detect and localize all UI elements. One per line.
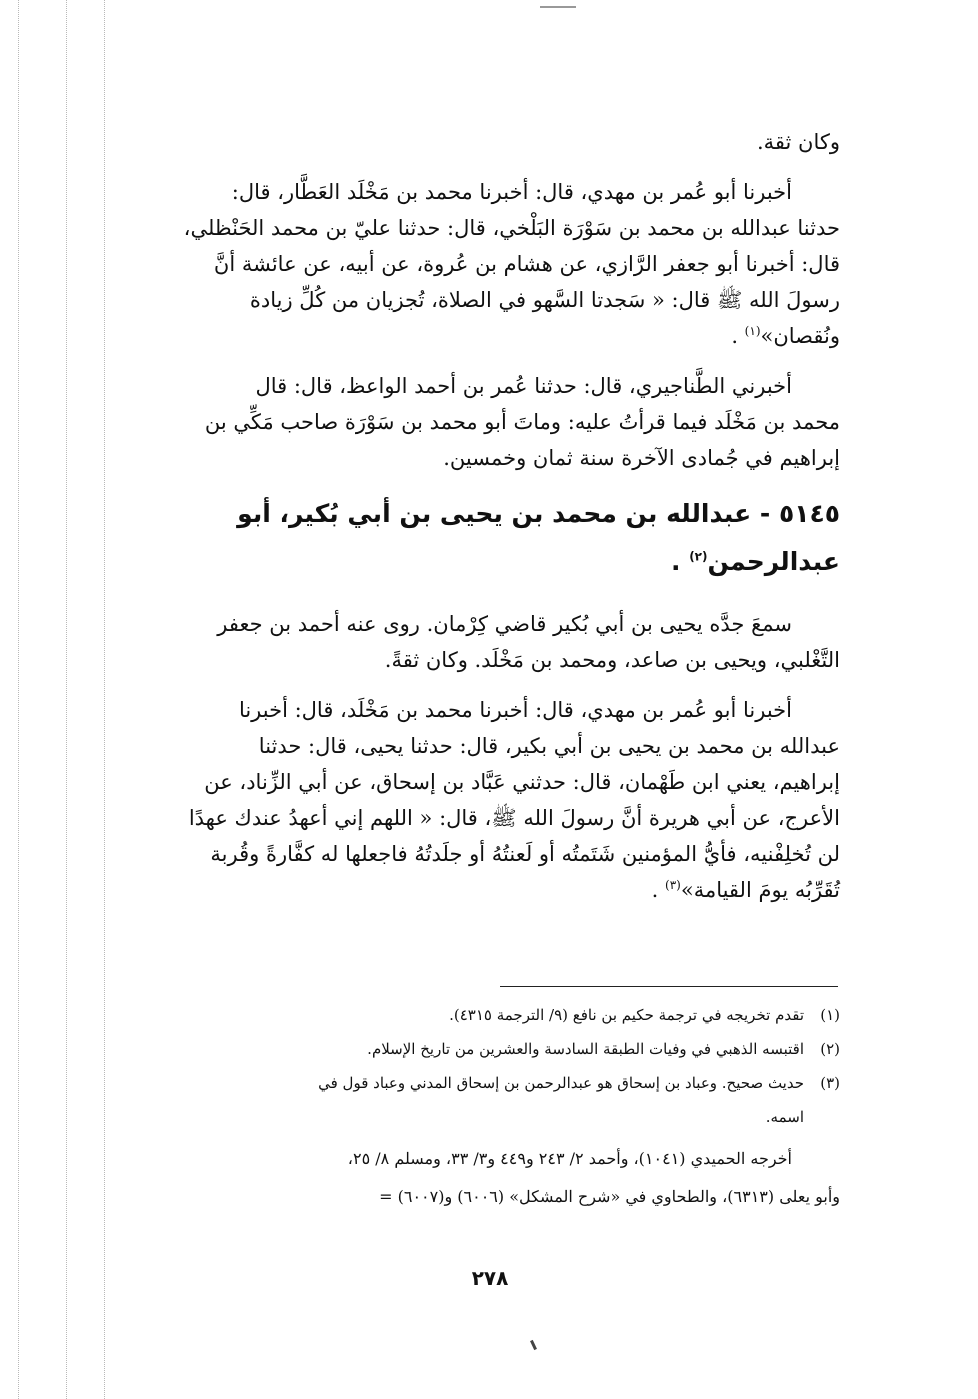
text-segment: تُقَرِّبُه يومَ القيامة»: [680, 878, 840, 902]
footnote-number: (٣): [820, 1074, 840, 1092]
footnote-continuation: اسمه.: [765, 1108, 804, 1126]
text-line: وكان ثقة.: [756, 130, 840, 154]
text-segment: ونُقصان»: [760, 324, 840, 348]
footnotes: [140, 998, 840, 1216]
text-line: محمد بن مَخْلَد فيما قرأتُ عليه: وماتَ أبو محمد بن سَوْرَة صاحب مَكِّي بن: [204, 410, 840, 434]
text-line: سمعَ جدَّه يحيى بن أبي بُكير قاضي كِرْمان. روى عنه أحمد بن جعفر: [217, 612, 792, 636]
text-line: [140, 318, 840, 354]
text-line: لن تُخلِفْنيه، فأيُّ المؤمنين شَتَمتُه أو لَعنتُهُ أو جلَدتُهُ فاجعلها له كفَّارةً وقُربة: [210, 842, 840, 866]
main-text: [140, 124, 840, 922]
text-segment: .: [651, 878, 666, 902]
footnote-references: [140, 1140, 840, 1216]
top-scan-mark: [540, 6, 576, 8]
footnote-text: حديث صحيح. وعباد بن إسحاق هو عبدالرحمن بن إسحاق المدني وعباد قول في: [318, 1074, 804, 1092]
paragraph-hadith-1: [140, 174, 840, 354]
text-line: حدثنا عبدالله بن محمد بن سَوْرَة البَلْخي، قال: حدثنا عليّ بن محمد الحَنْظلي،: [183, 216, 840, 240]
paragraph-hadith-2: [140, 692, 840, 908]
text-segment: عبدالرحمن: [707, 547, 840, 576]
text-line: التَّغْلبي، ويحيى بن صاعد، ومحمد بن مَخْلَد. وكان ثقةً.: [384, 648, 840, 672]
footnote: [140, 998, 840, 1032]
entry-heading: [140, 490, 840, 586]
paragraph-biography: [140, 606, 840, 678]
text-line: إبراهيم، يعني ابن طَهْمان، قال: حدثني عَبَّاد بن إسحاق، عن أبي الزِّناد، عن: [204, 770, 840, 794]
footnote-ref[interactable]: (٢): [689, 549, 708, 564]
text-line: أخبرنا أبو عُمر بن مهدي، قال: أخبرنا محمد بن مَخْلَد العَطَّار، قال:: [231, 180, 792, 204]
heading-line: [140, 538, 840, 586]
page-number: ٢٧٨: [471, 1266, 509, 1290]
binding-dotted-line: [66, 0, 67, 1399]
text-line: قال: أخبرنا أبو جعفر الرَّازي، عن هشام بن عُروة، عن أبيه، عن عائشة أنَّ: [213, 252, 840, 276]
text-segment: .: [731, 324, 745, 348]
heading-line: ٥١٤٥ - عبدالله بن محمد بن يحيى بن أبي بُكير، أبو: [237, 499, 840, 528]
footnote-number: (١): [820, 1006, 840, 1024]
text-line: إبراهيم في جُمادى الآخرة سنة ثمان وخمسين.: [443, 446, 840, 470]
text-line: أخبرنا أبو عُمر بن مهدي، قال: أخبرنا محمد بن مَخْلَد، قال: أخبرنا: [238, 698, 792, 722]
binding-dotted-line: [104, 0, 105, 1399]
footnote-ref[interactable]: (٣): [665, 878, 681, 892]
paragraph-death-date: [140, 368, 840, 476]
reference-line: أخرجه الحميدي (١٠٤١)، وأحمد ٢/ ٢٤٣ و٤٤٩ و٣/ ٣٣، ومسلم ٨/ ٢٥،: [347, 1149, 792, 1168]
text-segment: .: [670, 547, 690, 576]
text-line: الأعرج، عن أبي هريرة أنَّ رسولَ الله ﷺ، قال: « اللهم إني أعهدُ عندك عهدًا: [188, 806, 840, 830]
footnote-text: تقدم تخريجه في ترجمة حكيم بن نافع (٩/ الترجمة ٤٣١٥).: [449, 1006, 804, 1024]
text-line: عبدالله بن محمد بن يحيى بن أبي بكير، قال: حدثنا يحيى، قال: حدثنا: [258, 734, 840, 758]
footnote-text: اقتبسه الذهبي في وفيات الطبقة السادسة والعشرين من تاريخ الإسلام.: [367, 1040, 804, 1058]
binding-dotted-line: [18, 0, 19, 1399]
footnote-number: (٢): [820, 1040, 840, 1058]
reference-line: وأبو يعلى (٦٣١٣)، والطحاوي في «شرح المشكل» (٦٠٠٦) و(٦٠٠٧) =: [379, 1187, 840, 1206]
footnote-divider: [500, 986, 838, 987]
text-line: رسولَ الله ﷺ قال: « سَجدتا السَّهو في الصلاة، تُجزيان من كُلِّ زيادة: [249, 288, 840, 312]
paragraph-closing: [140, 124, 840, 160]
footnote-ref[interactable]: (١): [744, 324, 761, 338]
scan-mark: [530, 1340, 537, 1350]
footnote: [140, 1032, 840, 1066]
text-line: [140, 872, 840, 908]
footnote: [140, 1066, 840, 1100]
text-line: أخبرني الطَّناجيري، قال: حدثنا عُمر بن أحمد الواعظ، قال: قال: [255, 374, 792, 398]
